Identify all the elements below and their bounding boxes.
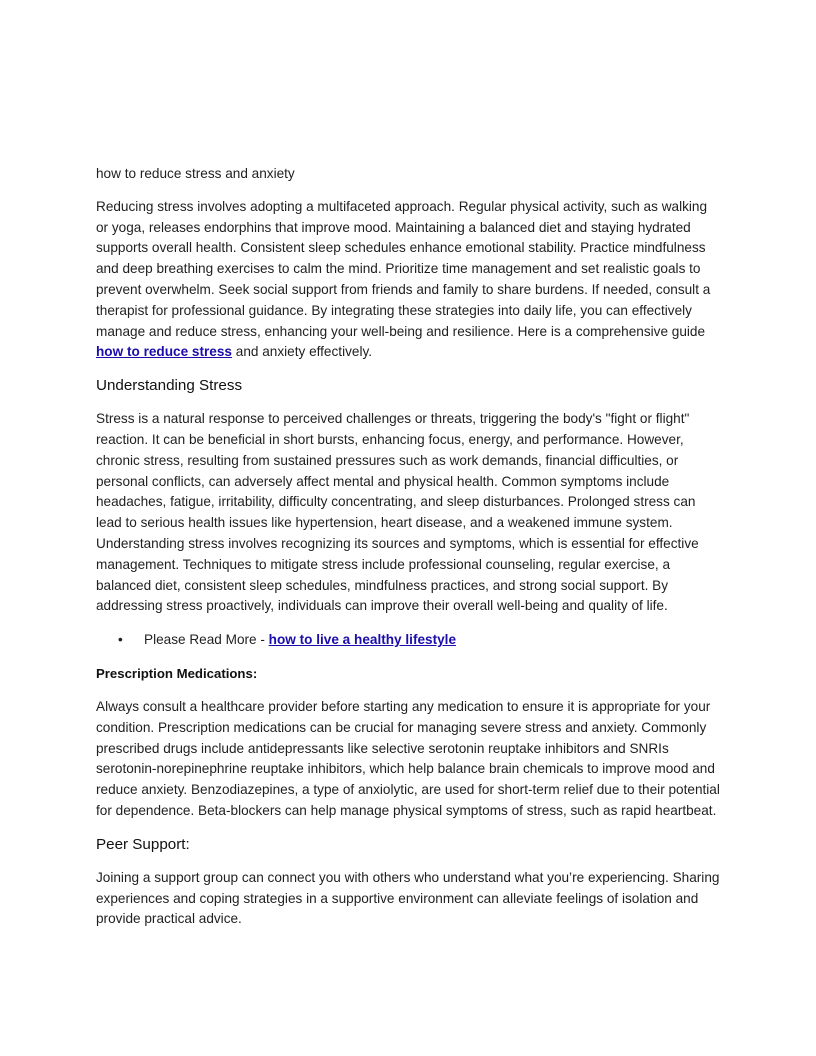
- peer-support-heading: Peer Support:: [96, 835, 190, 853]
- healthy-lifestyle-link[interactable]: how to live a healthy lifestyle: [268, 632, 457, 648]
- read-more-prefix: Please Read More -: [144, 632, 269, 648]
- reduce-stress-link[interactable]: how to reduce stress: [96, 344, 232, 360]
- prescription-medications-paragraph: Always consult a healthcare provider before starting any medication to ensure it is appropriate for your condition. Prescription medications can be crucial for managing severe stress and anxiety. Commonly prescribed drugs include antidepressants like selective serotonin reuptake inhibitors and SNRIs serotonin-norepinephrine reuptake inhibitors, which help balance brain chemicals to improve mood and reduce anxiety. Benzodiazepines, a type of anxiolytic, are used for short-term relief due to their potential for dependence. Beta-blockers can help manage physical symptoms of stress, such as rapid heartbeat.: [96, 698, 720, 818]
- understanding-stress-heading: Understanding Stress: [96, 377, 243, 395]
- document-title: how to reduce stress and anxiety: [96, 166, 295, 181]
- bullet-icon: •: [118, 632, 123, 648]
- peer-support-paragraph: Joining a support group can connect you with others who understand what you’re experiencing. Sharing experiences and coping strategies in a supportive environment can alleviate feelings of isolation and provide practical advice.: [96, 869, 720, 927]
- list-item: [96, 630, 722, 651]
- intro-paragraph: [96, 197, 722, 363]
- intro-after-link: and anxiety effectively.: [231, 344, 373, 360]
- intro-text: Reducing stress involves adopting a multifaceted approach. Regular physical activity, such as walking or yoga, releases endorphins that improve mood. Maintaining a balanced diet and staying hydrated supports overall health. Consistent sleep schedules enhance emotional stability. Practice mindfulness and deep breathing exercises to calm the mind. Prioritize time management and set realistic goals to prevent overwhelm. Seek social support from friends and family to share burdens. If needed, consult a therapist for professional guidance. By integrating these strategies into daily life, you can effectively manage and reduce stress, enhancing your well-being and resilience. Here is a comprehensive guide: [96, 198, 711, 339]
- document-page: [96, 164, 722, 943]
- read-more-list: [96, 630, 722, 651]
- understanding-stress-paragraph: Stress is a natural response to perceived challenges or threats, triggering the body's "fight or flight" reaction. It can be beneficial in short bursts, enhancing focus, energy, and performance. However, chronic stress, resulting from sustained pressures such as work demands, financial difficulties, or personal conflicts, can adversely affect mental and physical health. Common symptoms include headaches, fatigue, irritability, difficulty concentrating, and sleep disturbances. Prolonged stress can lead to serious health issues like hypertension, heart disease, and a weakened immune system. Understanding stress involves recognizing its sources and symptoms, which is essential for effective management. Techniques to mitigate stress include professional counseling, regular exercise, a balanced diet, consistent sleep schedules, mindfulness practices, and strong social support. By addressing stress proactively, individuals can improve their overall well-being and quality of life.: [96, 411, 699, 614]
- prescription-medications-heading: Prescription Medications:: [96, 665, 258, 681]
